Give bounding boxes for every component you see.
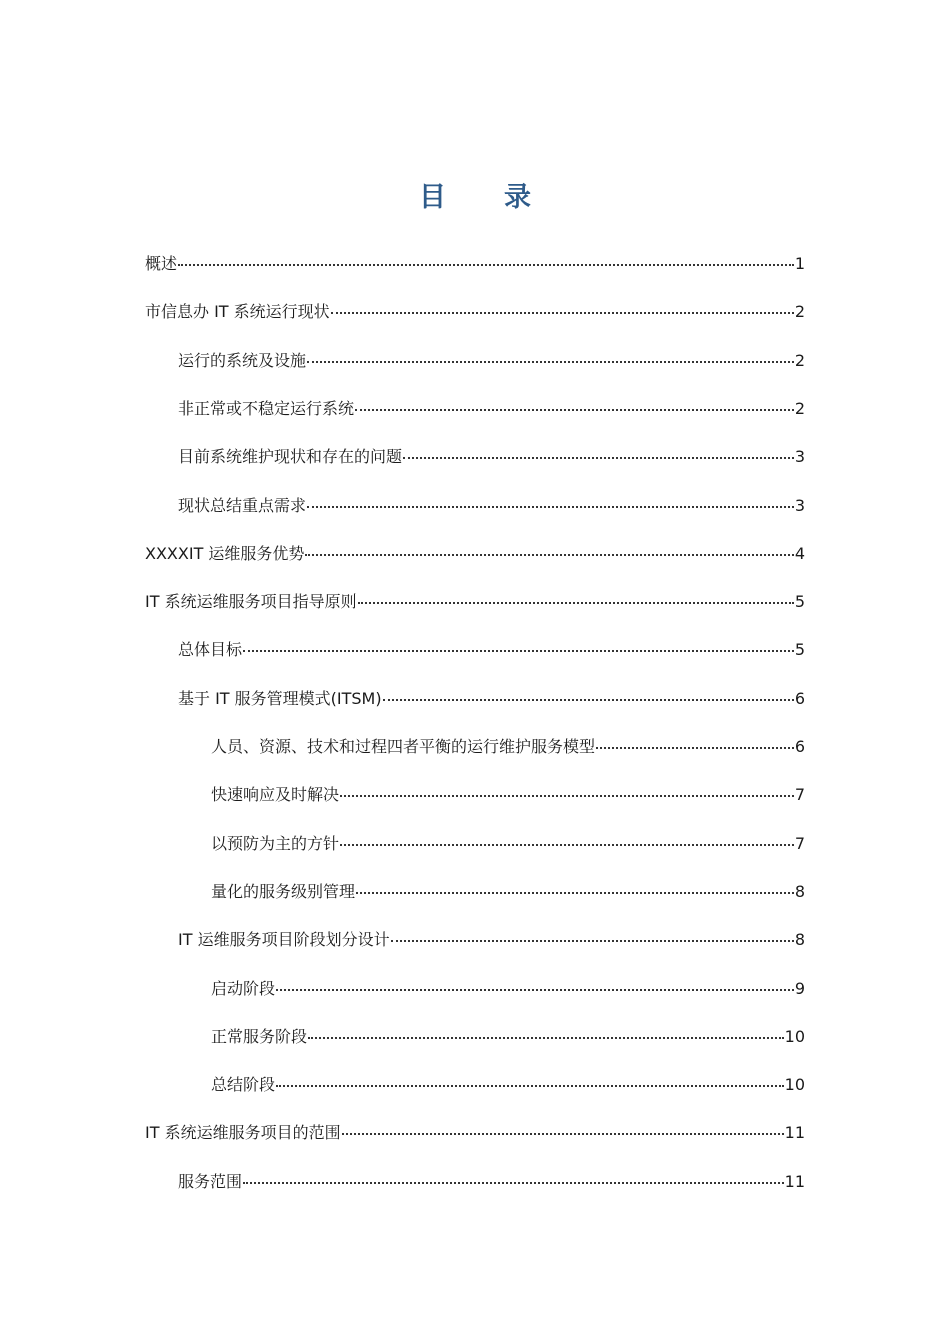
toc-entry-label: IT 运维服务项目阶段划分设计 [178, 930, 390, 950]
toc-entry-label: IT 系统运维服务项目的范围 [145, 1123, 341, 1143]
toc-dot-leader [340, 794, 794, 797]
toc-entry[interactable] [178, 634, 805, 666]
toc-entry[interactable] [211, 1069, 805, 1101]
toc-entry-page-number: 3 [794, 447, 805, 467]
toc-entry[interactable] [145, 296, 805, 328]
toc-entry[interactable] [145, 1117, 805, 1149]
toc-entry-label: 基于 IT 服务管理模式(ITSM) [178, 688, 382, 708]
toc-entry-label: 启动阶段 [211, 978, 276, 998]
toc-dot-leader [276, 988, 794, 991]
toc-entry-label: 市信息办 IT 系统运行现状 [145, 302, 330, 322]
toc-dot-leader [331, 311, 794, 314]
toc-title-char-2: 录 [504, 182, 531, 213]
toc-entry-page-number: 5 [794, 640, 805, 660]
toc-entry-label: 概述 [145, 254, 178, 273]
toc-title [0, 180, 950, 216]
toc-entry-page-number: 10 [784, 1026, 805, 1046]
toc-entry[interactable] [178, 490, 805, 522]
toc-dot-leader [308, 1036, 784, 1039]
toc-entry-page-number: 8 [794, 881, 805, 901]
toc-entry-page-number: 2 [794, 398, 805, 418]
toc-dot-leader [243, 1181, 784, 1184]
toc-dot-leader [340, 843, 794, 846]
toc-entry[interactable] [211, 1021, 805, 1053]
toc-entry[interactable] [145, 538, 805, 570]
toc-dot-leader [178, 263, 794, 266]
toc-entry-page-number: 10 [784, 1075, 805, 1095]
toc-dot-leader [403, 456, 794, 459]
toc-entry[interactable] [178, 345, 805, 377]
toc-dot-leader [391, 939, 794, 942]
toc-entry-label: 以预防为主的方针 [211, 833, 340, 853]
toc-dot-leader [355, 408, 794, 411]
toc-entry-label: 总体目标 [178, 640, 243, 660]
toc-entry[interactable] [145, 248, 805, 280]
toc-entry-label: 总结阶段 [211, 1075, 276, 1095]
toc-dot-leader [307, 360, 794, 363]
toc-dot-leader [596, 746, 794, 749]
toc-dot-leader [342, 1132, 784, 1135]
toc-entry[interactable] [178, 441, 805, 473]
toc-entry-label: 量化的服务级别管理 [211, 881, 356, 901]
toc-entry-page-number: 1 [794, 254, 805, 273]
toc-entry-label: 运行的系统及设施 [178, 350, 307, 370]
toc-entry-label: 服务范围 [178, 1171, 243, 1191]
toc-entry-page-number: 11 [784, 1171, 805, 1191]
toc-entry[interactable] [211, 828, 805, 860]
toc-entry-label: 正常服务阶段 [211, 1026, 308, 1046]
toc-dot-leader [243, 649, 794, 652]
toc-dot-leader [383, 698, 794, 701]
toc-entry[interactable] [178, 393, 805, 425]
toc-entry[interactable] [145, 586, 805, 618]
toc-entry[interactable] [211, 876, 805, 908]
toc-entry[interactable] [178, 1166, 805, 1198]
toc-entry[interactable] [211, 731, 805, 763]
toc-entry-label: 快速响应及时解决 [211, 785, 340, 805]
toc-entry[interactable] [178, 683, 805, 715]
toc-dot-leader [305, 553, 793, 556]
toc-entry-page-number: 3 [794, 495, 805, 515]
toc-entry-page-number: 4 [794, 543, 805, 563]
toc-dot-leader [307, 505, 794, 508]
toc-dot-leader [358, 601, 794, 604]
toc-title-char-1: 目 [419, 182, 446, 213]
toc-entry[interactable] [178, 924, 805, 956]
toc-entry[interactable] [211, 973, 805, 1005]
toc-dot-leader [276, 1084, 784, 1087]
toc-entry-page-number: 7 [794, 833, 805, 853]
toc-entry-page-number: 5 [794, 592, 805, 612]
toc-entry-page-number: 7 [794, 785, 805, 805]
toc-entry-label: 目前系统维护现状和存在的问题 [178, 447, 403, 467]
toc-dot-leader [356, 891, 794, 894]
toc-entry-page-number: 11 [784, 1123, 805, 1143]
toc-entry-page-number: 6 [794, 688, 805, 708]
toc-entry-label: XXXXIT 运维服务优势 [145, 543, 305, 563]
toc-entry-page-number: 8 [794, 930, 805, 950]
toc-entry-label: IT 系统运维服务项目指导原则 [145, 592, 357, 612]
toc-entry-label: 非正常或不稳定运行系统 [178, 398, 355, 418]
toc-entry-page-number: 9 [794, 978, 805, 998]
toc-entry[interactable] [211, 779, 805, 811]
toc-entry-label: 人员、资源、技术和过程四者平衡的运行维护服务模型 [211, 737, 596, 756]
toc-entry-page-number: 6 [794, 737, 805, 756]
toc-entry-page-number: 2 [794, 350, 805, 370]
toc-entry-label: 现状总结重点需求 [178, 495, 307, 515]
toc-entry-page-number: 2 [794, 302, 805, 322]
